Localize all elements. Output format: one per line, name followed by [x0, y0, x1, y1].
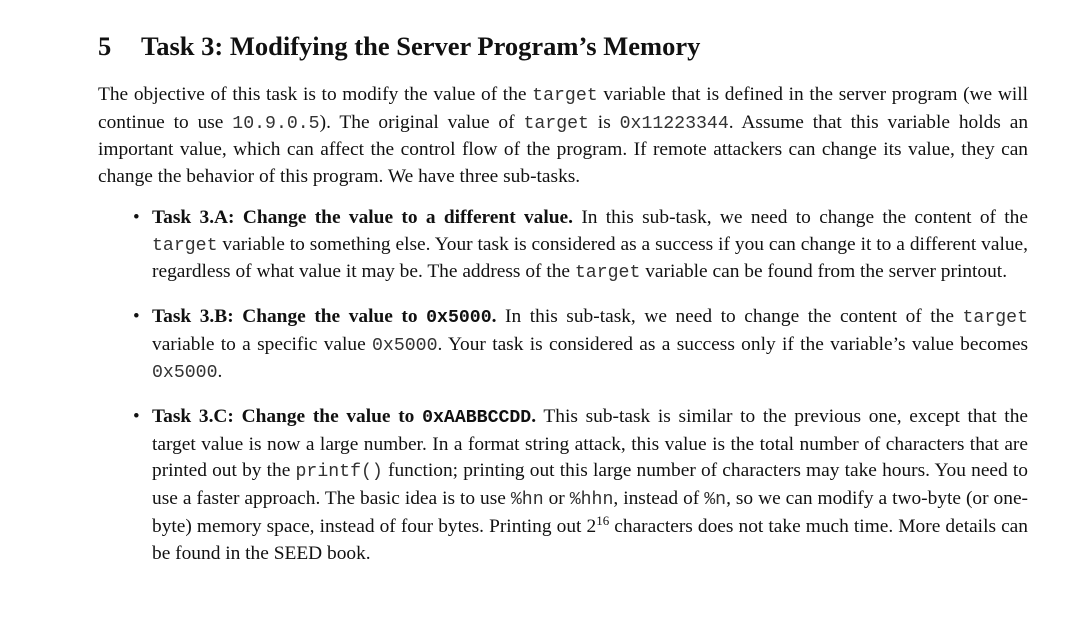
subtask-body: . Your task is considered as a success only if the variable’s value becomes — [437, 333, 1028, 355]
subtask-title — [152, 306, 497, 327]
section-heading — [98, 28, 1028, 64]
subtask-body: variable to a specific value — [152, 333, 373, 355]
intro-text: ). The original value of — [319, 111, 524, 133]
subtask-title-text: Task 3.B: Change the value to — [152, 305, 427, 327]
intro-text: is — [588, 111, 620, 133]
intro-paragraph — [98, 82, 1028, 191]
intro-text: The objective of this task is to modify the value of the — [98, 84, 533, 105]
document-page — [98, 28, 1028, 584]
subtask-item-3b — [98, 304, 1028, 387]
subtask-item-3a — [98, 205, 1028, 287]
subtask-body: or — [543, 488, 570, 510]
code-title-value: 0x5000 — [426, 307, 492, 328]
subtask-title-text: . — [491, 305, 497, 327]
subtask-text — [152, 205, 1028, 287]
section-number: 5 — [98, 31, 112, 61]
bullet-marker: • — [133, 305, 140, 327]
code-target: target — [152, 235, 218, 256]
code-ip-address: 10.9.0.5 — [232, 113, 320, 134]
subtask-item-3c — [98, 404, 1028, 567]
code-target: target — [523, 113, 589, 134]
subtask-body: function; printing out this large number of characters may take hours. You need to use a faster approach. The basic idea is to use — [152, 460, 1028, 510]
subtask-body: In this sub-task, we need to change the content of the — [573, 206, 1028, 228]
subtask-body: variable to something else. Your task is considered as a success if you can change it to a different value, regardless of what value it may be. The address of the — [152, 233, 1028, 283]
subtask-list — [98, 205, 1028, 567]
subtask-text — [152, 304, 1028, 387]
code-target: target — [962, 307, 1029, 328]
code-target: target — [574, 263, 641, 284]
code-value: 0x5000 — [372, 335, 438, 356]
code-n: %n — [704, 490, 727, 511]
code-title-value: 0xAABBCCDD — [422, 408, 532, 429]
subtask-title-text: . — [531, 406, 537, 428]
section-title: Task 3: Modifying the Server Program’s Memory — [141, 31, 701, 61]
subtask-body: In this sub-task, we need to change the content of the — [496, 305, 963, 327]
subtask-title: Task 3.A: Change the value to a different value. — [152, 206, 573, 228]
code-hn: %hn — [510, 490, 544, 511]
intro-text: variable that is defined in the server program (we will continue to use — [98, 84, 1028, 133]
code-hhn: %hhn — [569, 490, 614, 511]
code-target: target — [532, 86, 598, 106]
subtask-body: . — [217, 361, 223, 383]
subtask-body: characters does not take much time. More details can be found in the SEED book. — [152, 515, 1028, 564]
intro-text: . Assume that this variable holds an important value, which can affect the control flow of the program. If remote attackers can change its value, they can change the behavior of this program. We have three sub-tasks. — [98, 111, 1029, 188]
subtask-text — [152, 404, 1028, 567]
superscript-exponent: 16 — [596, 512, 610, 528]
subtask-title — [152, 406, 536, 427]
code-original-value: 0x11223344 — [619, 113, 729, 134]
subtask-body: variable can be found from the server printout. — [640, 261, 1008, 283]
bullet-marker: • — [133, 206, 140, 228]
subtask-body: , instead of — [613, 488, 705, 510]
bullet-marker: • — [133, 406, 140, 428]
subtask-body: This sub-task is similar to the previous one, except that the target value is now a large number. In a format string attack, this value is the total number of characters that are printed out by the — [152, 406, 1028, 482]
code-printf: printf() — [295, 462, 383, 483]
subtask-title-text: Task 3.C: Change the value to — [152, 406, 423, 428]
subtask-body: , so we can modify a two-byte (or one-byte) memory space, instead of four bytes. Printing out 2 — [152, 488, 1029, 537]
code-value: 0x5000 — [152, 363, 218, 384]
